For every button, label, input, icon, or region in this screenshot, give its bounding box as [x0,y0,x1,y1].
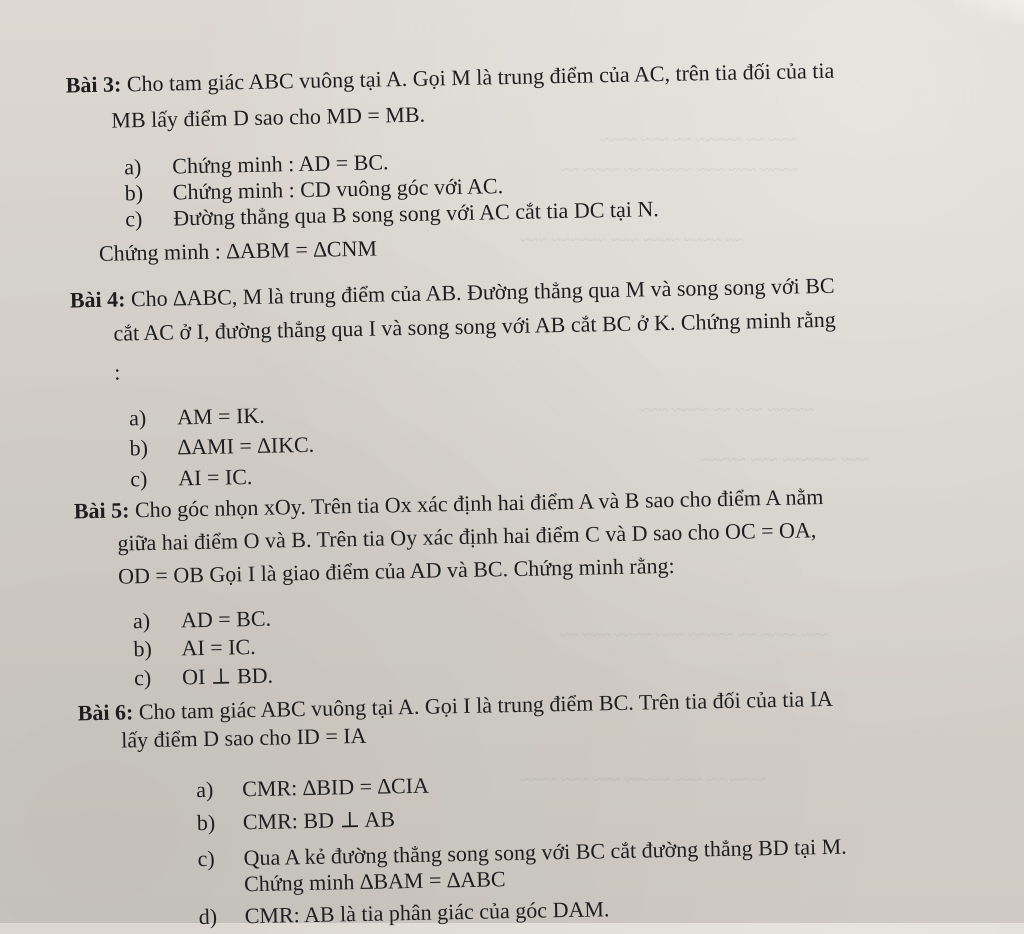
bai6-line-2: lấy điểm D sao cho ID = IA [121,722,367,753]
bai3-line-1 [65,58,834,99]
bai6-item-b: b) CMR: BD ⊥ AB [196,806,396,836]
bleed-through-text: ~~~ ~~~~~~ ~~~ ~~~~~ [700,450,870,469]
bleed-through-text: ~~~~ ~~~ ~~~ ~~~~~ ~~ ~~~~ ~~ [560,160,798,179]
bai4-line-1 [70,273,835,314]
bai4-item-a: a) AM = IK. [128,402,265,431]
bai5-line-3: OD = OB Gọi I là giao điểm của AD và BC. Chứng minh rằng: [117,552,675,589]
bai3-title: Bài 3: [65,71,122,98]
bai4-text-1: Cho ∆ABC, M là trung điểm của AB. Đường thẳng qua M và song song với BC [130,272,835,312]
bai6-item-d: d) CMR: AB là tia phân giác của góc DAM. [198,896,610,930]
bleed-through-text: ~~~~ ~~ ~~~ ~~~~~ ~~~ ~~~ ~~~~ [520,770,767,789]
bai6-item-c: c) Qua A kẻ đường thẳng song song với BC cắt đường thẳng BD tại M. [197,833,847,872]
bai3-text-1: Cho tam giác ABC vuông tại A. Gọi M là trung điểm của AC, trên tia đối của tia [126,57,835,97]
bai6-text-1: Cho tam giác ABC vuông tại A. Gọi I là trung điểm BC. Trên tia đối của tia IA [138,685,834,725]
bai3-conclusion: Chứng minh : ∆ABM = ∆CNM [98,235,378,266]
bai3-item-a: a) Chứng minh : AD = BC. [124,149,389,180]
bai5-line-2: giữa hai điểm O và B. Trên tia Oy xác định hai điểm C và D sao cho OC = OA, [117,517,817,556]
bai4-item-b: b) ∆AMI = ∆IKC. [129,431,315,461]
bai3-line-2: MB lấy điểm D sao cho MD = MB. [111,101,426,133]
bai6-item-c-conclusion: Chứng minh ∆BAM = ∆ABC [243,866,506,897]
bai3-item-b: b) Chứng minh : CD vuông góc với AC. [124,173,504,206]
bai4-item-c: c) AI = IC. [130,463,253,492]
bai4-title: Bài 4: [69,286,126,313]
bai5-item-c: c) OI ⊥ BD. [133,662,274,691]
bleed-through-text: ~~~ ~~~~ ~~ ~~~~~ ~~~ ~~~~ ~~~ ~~ [560,625,829,644]
bai4-line-2: cắt AC ở I, đường thẳng qua I và song song với AB cắt BC ở K. Chứng minh rằng [113,306,836,346]
bai6-item-a: a) CMR: ∆BID = ∆CIA [196,772,430,803]
bai6-title: Bài 6: [77,699,134,726]
bleed-through-text: ~~ ~~~~ ~~~~ ~~~ ~~~~~~ ~~~ [520,230,744,249]
bai5-text-1: Cho góc nhọn xOy. Trên tia Ox xác định hai điểm A và B sao cho điểm A nằm [134,484,824,523]
bai4-line-3: : [113,359,121,385]
bai5-item-a: a) AD = BC. [132,605,272,634]
bai5-title: Bài 5: [73,497,130,524]
bai3-item-c: c) Đường thẳng qua B song song với AC cắt tia DC tại N. [125,196,659,232]
bleed-through-text: ~~~ ~~ ~~~~~ ~~ ~~~ ~~~~ [600,130,796,149]
bai6-line-1 [78,686,834,726]
bleed-through-text: ~~~~~ ~~~ ~~ ~~~~ ~~~ [640,400,814,419]
bai5-item-b: b) AI = IC. [133,633,256,662]
